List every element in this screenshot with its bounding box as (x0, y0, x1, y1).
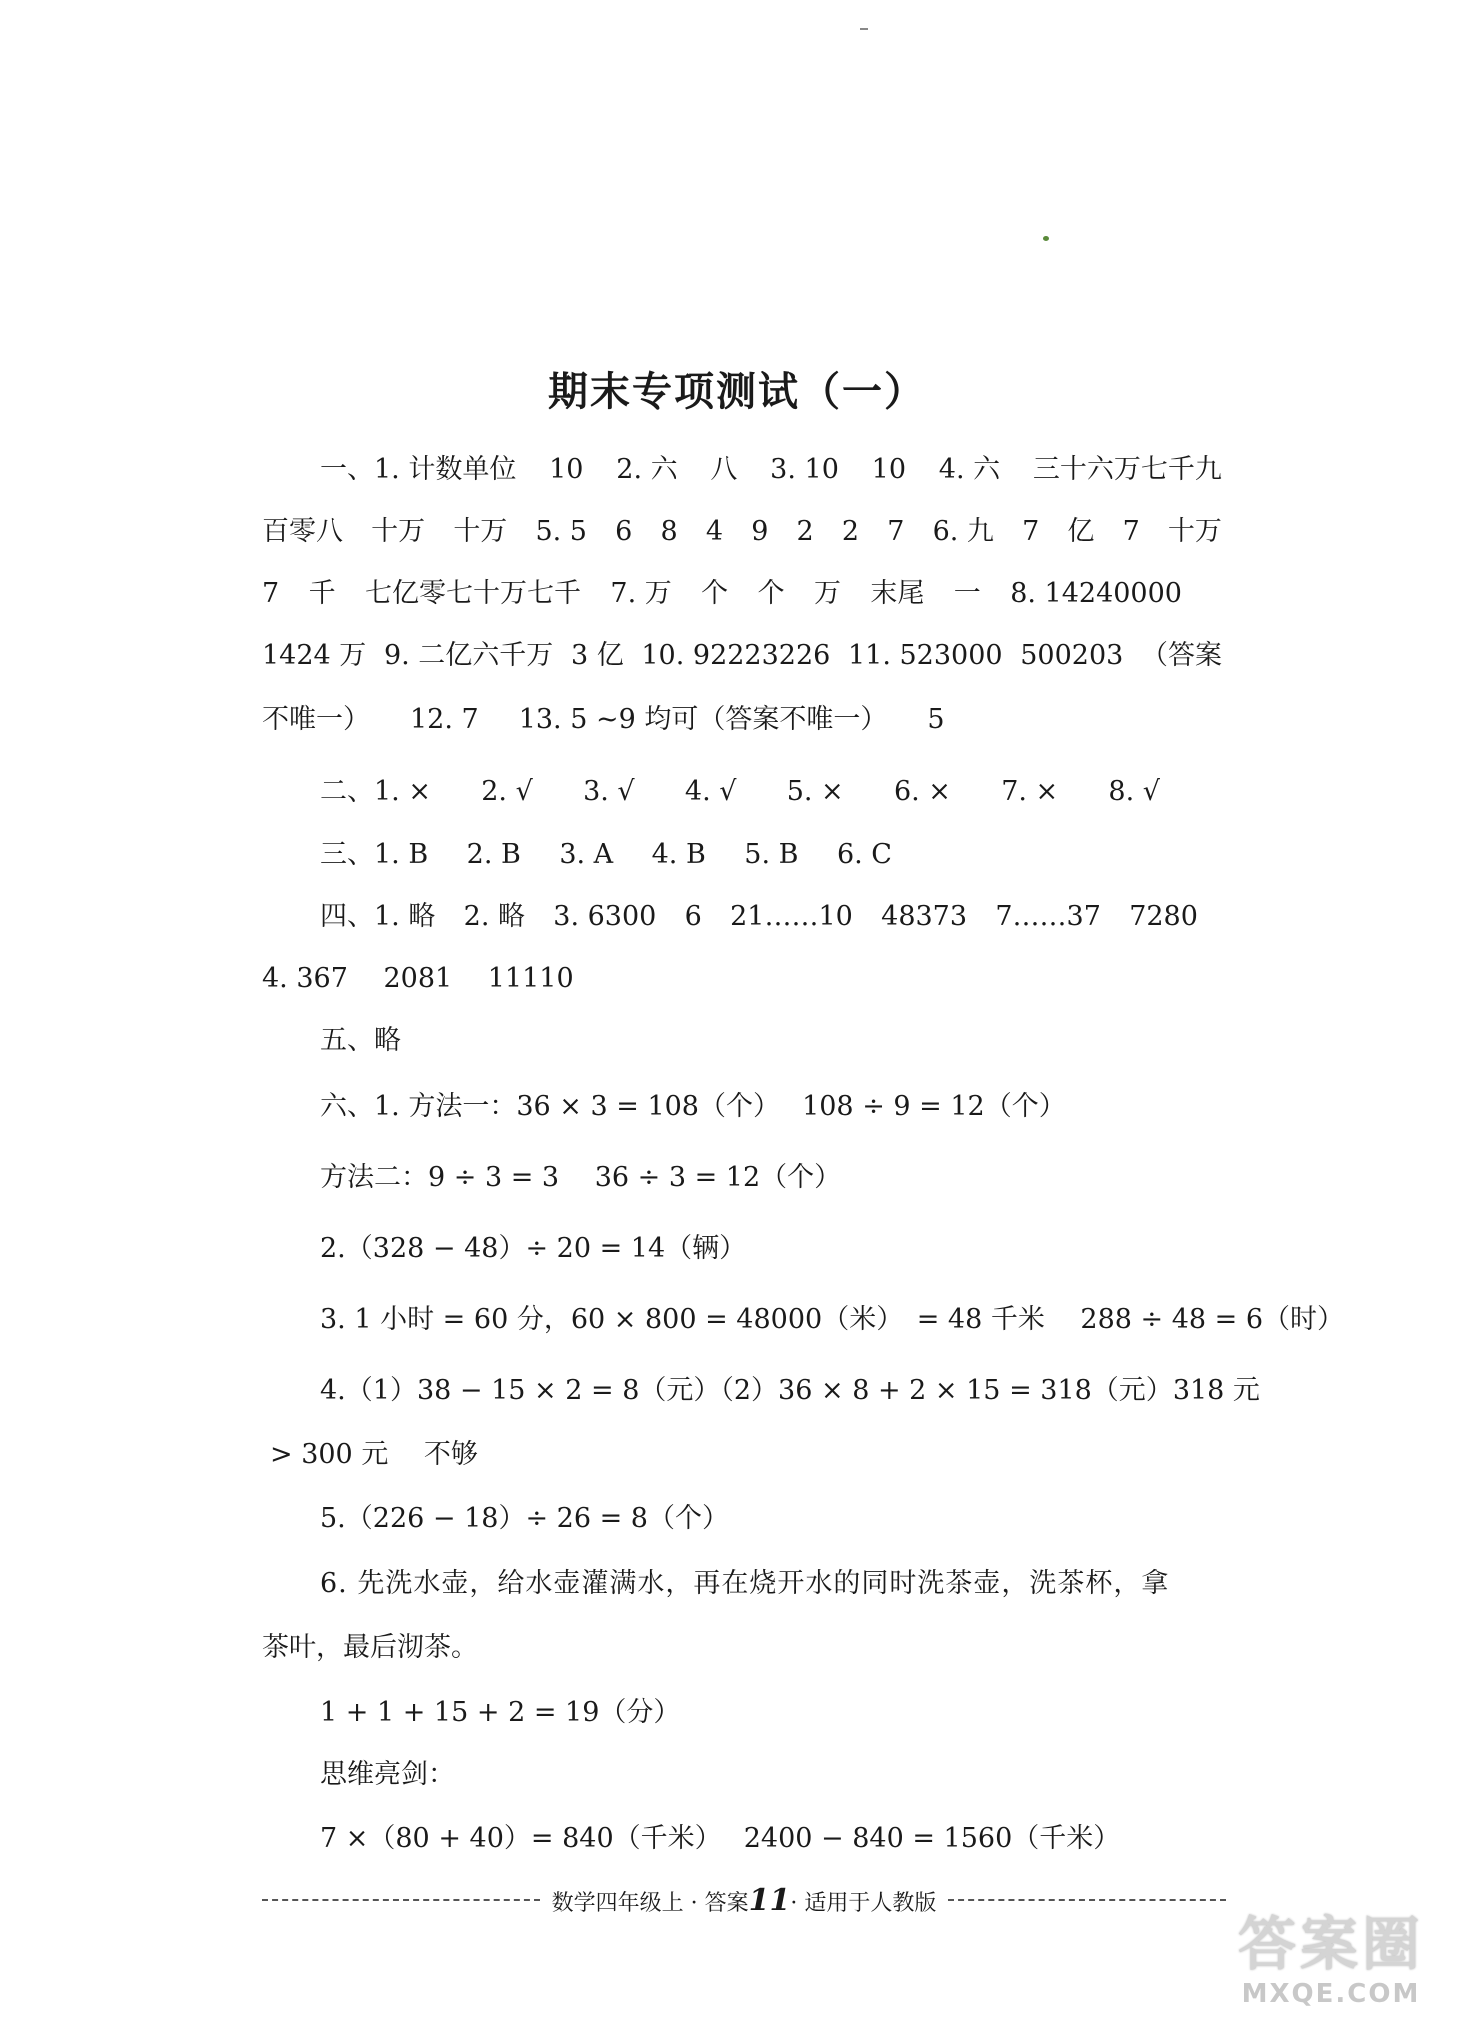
scan-speck (1043, 236, 1049, 241)
section-1-line-2 (262, 512, 1222, 552)
answer-text: 二、1. × (320, 776, 431, 807)
answer-text: 21……10 (730, 901, 853, 932)
answer-text: 2. B (466, 839, 521, 870)
answer-text: 1424 万 (262, 640, 367, 671)
section-1-line-1 (320, 450, 1222, 490)
answer-text: 七亿零七十万七千 (365, 578, 581, 609)
answer-text: 5. 5 (535, 516, 587, 547)
answer-text: 7 (1122, 516, 1140, 547)
answer-text: 7 (262, 578, 280, 609)
section-6-line: > 300 元 不够 (270, 1439, 478, 1470)
answer-text: 3. √ (583, 776, 635, 807)
section-6-line: 方法二：9 ÷ 3 = 3 36 ÷ 3 = 12（个） (320, 1162, 842, 1193)
answer-text: 4. B (651, 839, 706, 870)
answer-text: 4. √ (684, 776, 737, 807)
answer-text: 万 (813, 578, 841, 609)
section-1-line-5 (262, 700, 962, 740)
answer-text: 3. 6300 (553, 901, 657, 932)
answer-text: 十万 (453, 516, 508, 547)
page-number: 11 (748, 1882, 791, 1918)
section-6-line: 茶叶，最后沏茶。 (262, 1632, 478, 1663)
answer-text: 末尾 (870, 578, 925, 609)
section-3-line (320, 835, 892, 875)
section-2-line (320, 772, 1160, 812)
answer-text: 2 (841, 516, 860, 547)
answer-text: 5. B (744, 839, 799, 870)
answer-text: 500203 (1020, 640, 1124, 671)
footer-divider (262, 1899, 540, 1901)
answer-text: 3 亿 (570, 640, 624, 671)
footer-edition: · 适用于人教版 (790, 1890, 937, 1916)
section-6-line (320, 1371, 1260, 1411)
answer-text: 4 (705, 516, 724, 547)
answer-text: 6 (684, 901, 702, 932)
answer-text: 2 (796, 516, 814, 547)
footer-text (552, 1883, 937, 1918)
section-4-line-2: 4. 367 2081 11110 (262, 963, 574, 994)
answer-text: 4.（1）38 − 15 × 2 = 8（元）（2）36 × 8 + 2 × 15 = 318（元） (320, 1375, 1173, 1406)
answer-text: 13. 5 ~9 均可（答案不唯一） (518, 704, 888, 735)
watermark-title: 答案圈 (1237, 1910, 1424, 1978)
watermark-url: MXQE.COM (1241, 1979, 1421, 2009)
section-4-line-1 (320, 897, 1198, 937)
answer-text: 千 (308, 578, 336, 609)
answer-text: 5. × (786, 776, 844, 807)
answer-text: 7. 万 (610, 578, 672, 609)
answer-text: 2. 六 (616, 454, 678, 485)
answer-text: 9. 二亿六千万 (383, 640, 554, 671)
answer-text: 48373 (881, 901, 968, 932)
answer-text: 8. 14240000 (1010, 578, 1182, 609)
answer-text: 7. × (1001, 776, 1059, 807)
scan-speck (860, 28, 868, 30)
answer-text: 11. 523000 (847, 640, 1003, 671)
section-1-line-4 (262, 636, 1222, 676)
answer-text: 一 (953, 578, 981, 609)
answer-text: 4. 六 (938, 454, 1001, 485)
answer-text: 7280 (1129, 901, 1198, 932)
answer-text: 3. 10 (770, 454, 839, 485)
answer-text: 个 (757, 578, 785, 609)
answer-text: 10. 92223226 (641, 640, 831, 671)
answer-text: 7 (887, 516, 905, 547)
section-6-line: 3. 1 小时 = 60 分，60 × 800 = 48000（米） = 48 千米 288 ÷ 48 = 6（时） (320, 1304, 1345, 1335)
answer-text: 不唯一） (262, 704, 370, 735)
section-6-line: 2.（328 − 48）÷ 20 = 14（辆） (320, 1233, 747, 1264)
answer-text: 8 (660, 516, 678, 547)
section-6-line: 6. 先洗水壶，给水壶灌满水，再在烧开水的同时洗茶壶，洗茶杯，拿 (320, 1568, 1170, 1599)
page-title: 期末专项测试（一） (548, 369, 926, 415)
answer-text: 9 (751, 516, 769, 547)
answer-text: 6. × (893, 776, 951, 807)
answer-text: 318 元 (1172, 1375, 1260, 1406)
section-6-line: 思维亮剑： (320, 1759, 455, 1790)
answer-text: 三十六万七千九 (1032, 454, 1222, 485)
answer-text: 四、1. 略 (320, 901, 436, 932)
answer-text: 10 (549, 454, 584, 485)
answer-text: （答案 (1140, 640, 1222, 671)
answer-text: 2. 略 (463, 901, 525, 932)
watermark-logo (1206, 1909, 1456, 2019)
section-5-line: 五、略 (320, 1025, 401, 1056)
answer-text: 7 (1022, 516, 1040, 547)
answer-text: 10 (871, 454, 907, 485)
answer-text: 个 (701, 578, 729, 609)
answer-text: 5 (927, 704, 945, 735)
answer-text: 十万 (371, 516, 426, 547)
answer-text: 八 (710, 454, 738, 485)
page-footer (262, 1880, 1226, 1920)
answer-text: 6 (615, 516, 633, 547)
answer-text: 6. C (836, 839, 892, 870)
answer-text: 8. √ (1108, 776, 1160, 807)
answer-text: 百零八 (262, 516, 343, 547)
section-6-line: 1 + 1 + 15 + 2 = 19（分） (320, 1697, 681, 1728)
answer-text: 亿 (1067, 516, 1095, 547)
footer-divider (948, 1899, 1226, 1901)
section-6-line: 7 ×（80 + 40）= 840（千米） 2400 − 840 = 1560（千米） (320, 1823, 1121, 1854)
answer-text: 三、1. B (320, 839, 429, 870)
answer-text: 12. 7 (410, 704, 479, 735)
footer-subject: 数学四年级上 · 答案 (551, 1890, 749, 1916)
answer-text: 7……37 (995, 901, 1101, 932)
section-6-line: 六、1. 方法一：36 × 3 = 108（个） 108 ÷ 9 = 12（个） (320, 1091, 1066, 1122)
answer-text: 2. √ (481, 776, 533, 807)
answer-text: 3. A (559, 839, 614, 870)
answer-text: 6. 九 (932, 516, 994, 547)
section-6-line: 5.（226 − 18）÷ 26 = 8（个） (320, 1503, 729, 1534)
answer-text: 十万 (1167, 516, 1222, 547)
answer-text: 一、1. 计数单位 (320, 454, 517, 485)
section-1-line-3 (262, 574, 1182, 614)
